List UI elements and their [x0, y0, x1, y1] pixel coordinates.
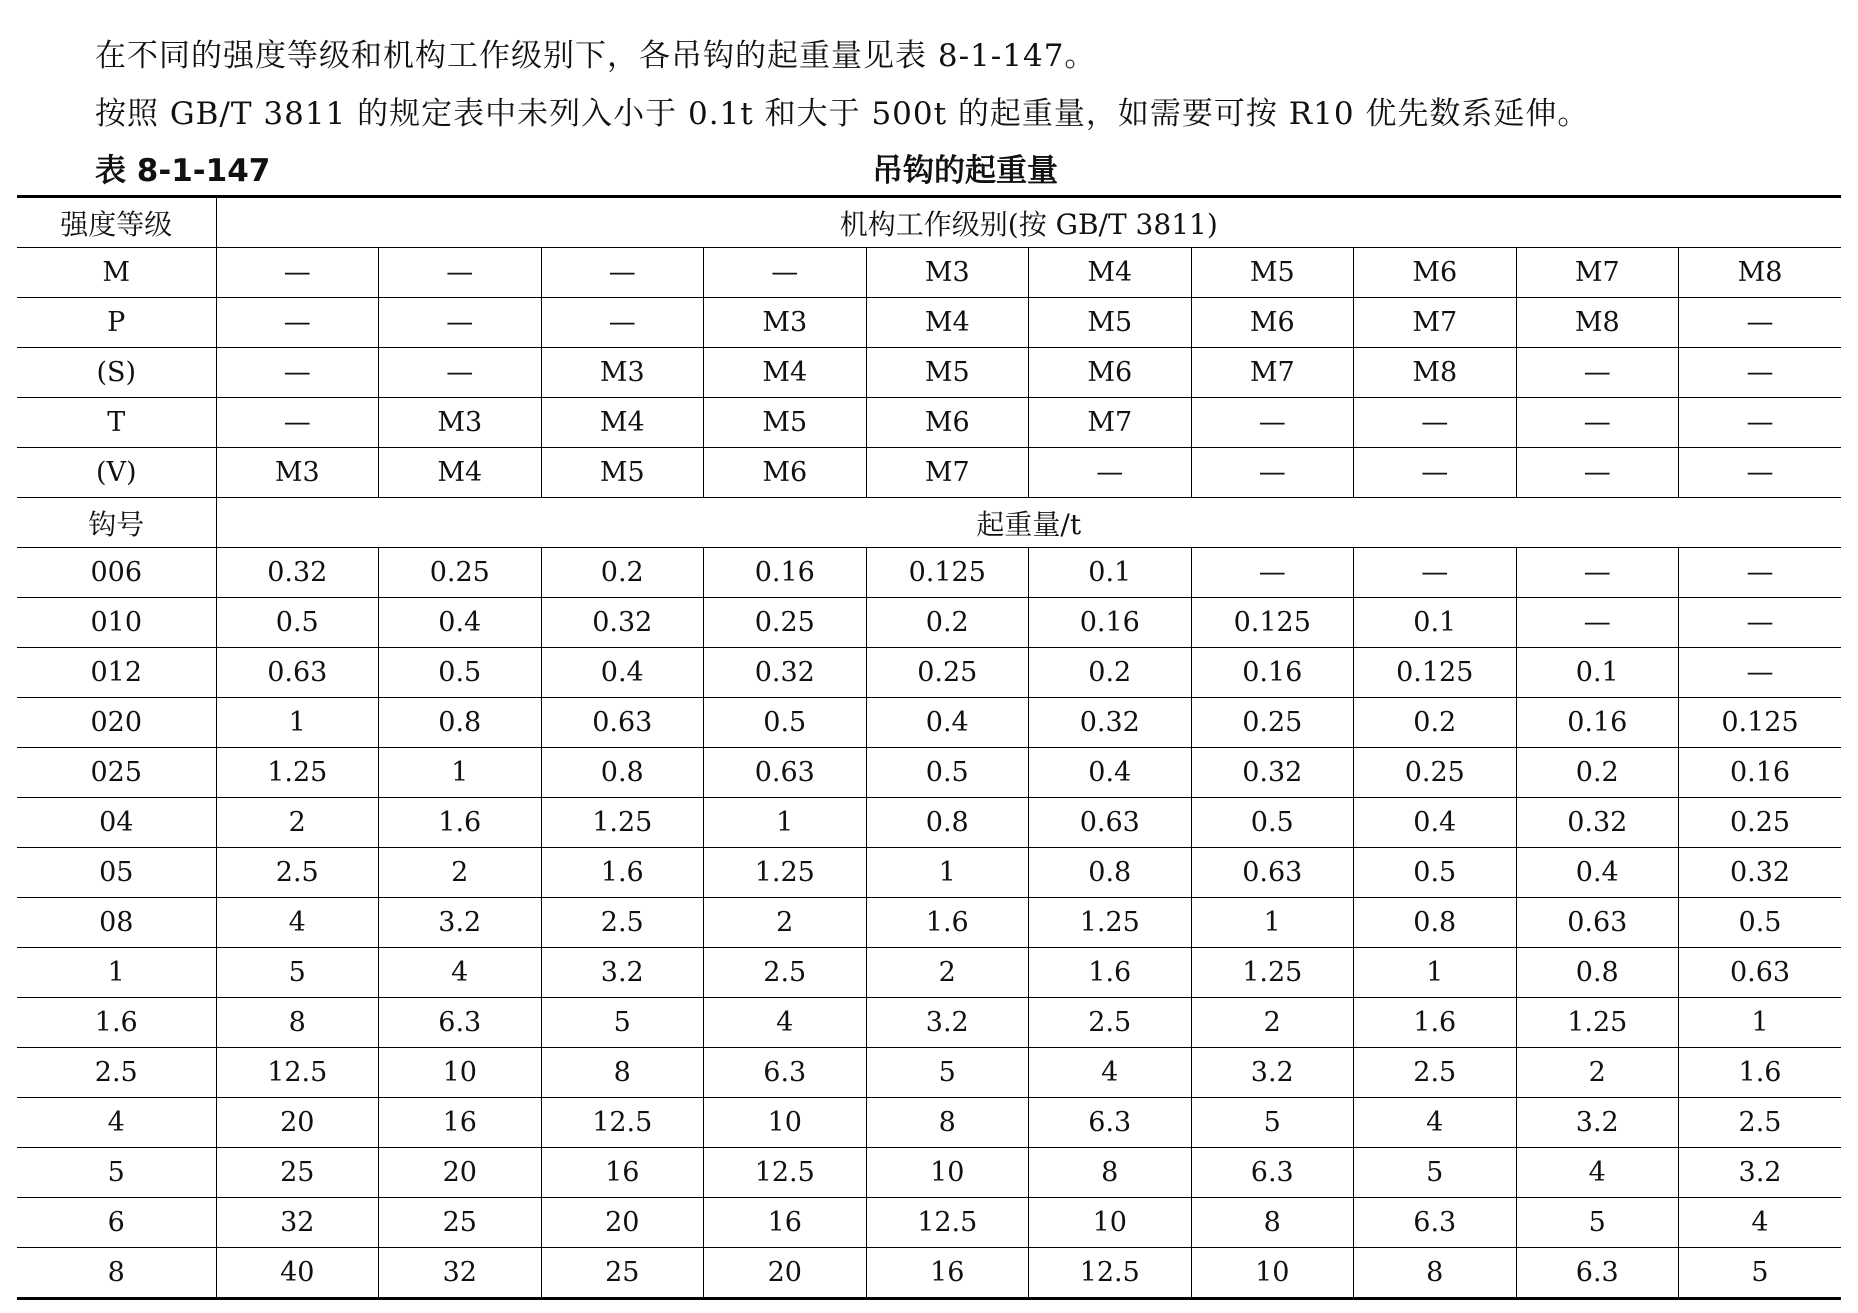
- mechanism-class-cell: M6: [866, 398, 1029, 448]
- mechanism-class-cell: —: [379, 248, 542, 298]
- capacity-cell: 2: [216, 798, 379, 848]
- mechanism-class-cell: M4: [541, 398, 704, 448]
- capacity-cell: 5: [1679, 1248, 1842, 1299]
- capacity-cell: 0.5: [379, 648, 542, 698]
- capacity-cell: 0.32: [216, 548, 379, 598]
- capacity-cell: 3.2: [379, 898, 542, 948]
- table-caption: [95, 145, 1835, 189]
- capacity-cell: 6.3: [1191, 1148, 1354, 1198]
- capacity-cell: 10: [1191, 1248, 1354, 1299]
- grade-row: [17, 398, 1841, 448]
- capacity-cell: 0.125: [1354, 648, 1517, 698]
- capacity-cell: 0.125: [1191, 598, 1354, 648]
- capacity-cell: 0.5: [704, 698, 867, 748]
- capacity-cell: 16: [541, 1148, 704, 1198]
- capacity-cell: 2: [1516, 1048, 1679, 1098]
- capacity-cell: 8: [1191, 1198, 1354, 1248]
- mechanism-class-cell: M8: [1354, 348, 1517, 398]
- capacity-cell: 3.2: [1679, 1148, 1842, 1198]
- capacity-cell: 3.2: [1191, 1048, 1354, 1098]
- mechanism-class-cell: —: [1354, 398, 1517, 448]
- capacity-cell: 0.2: [1029, 648, 1192, 698]
- capacity-cell: 2: [704, 898, 867, 948]
- mechanism-class-cell: M8: [1516, 298, 1679, 348]
- capacity-cell: 6.3: [1516, 1248, 1679, 1299]
- mechanism-class-cell: —: [1516, 398, 1679, 448]
- capacity-cell: 0.5: [866, 748, 1029, 798]
- capacity-cell: 20: [379, 1148, 542, 1198]
- capacity-row-label: 025: [17, 748, 216, 798]
- capacity-cell: 0.1: [1029, 548, 1192, 598]
- mechanism-class-cell: M4: [1029, 248, 1192, 298]
- capacity-cell: 0.25: [1354, 748, 1517, 798]
- capacity-cell: 1.25: [1191, 948, 1354, 998]
- capacity-cell: 16: [704, 1198, 867, 1248]
- capacity-cell: 32: [379, 1248, 542, 1299]
- capacity-cell: 1: [704, 798, 867, 848]
- mechanism-class-cell: —: [1679, 348, 1842, 398]
- capacity-cell: 0.4: [1029, 748, 1192, 798]
- capacity-cell: 1: [379, 748, 542, 798]
- capacity-cell: 5: [1191, 1098, 1354, 1148]
- mechanism-class-header: 机构工作级别(按 GB/T 3811): [216, 197, 1841, 248]
- mechanism-class-cell: M5: [704, 398, 867, 448]
- grade-row: [17, 348, 1841, 398]
- capacity-cell: 5: [541, 998, 704, 1048]
- capacity-cell: 0.4: [541, 648, 704, 698]
- capacity-cell: 1.25: [704, 848, 867, 898]
- mechanism-class-cell: M4: [379, 448, 542, 498]
- intro-paragraph-1: 在不同的强度等级和机构工作级别下，各吊钩的起重量见表 8-1-147。: [95, 38, 1097, 74]
- mechanism-class-cell: M4: [866, 298, 1029, 348]
- capacity-row: [17, 998, 1841, 1048]
- capacity-cell: 0.63: [216, 648, 379, 698]
- capacity-header: 起重量/t: [216, 498, 1841, 548]
- capacity-row: [17, 898, 1841, 948]
- capacity-row: [17, 848, 1841, 898]
- table-title: 吊钩的起重量: [872, 153, 1058, 189]
- capacity-cell: —: [1516, 548, 1679, 598]
- capacity-row-label: 04: [17, 798, 216, 848]
- mechanism-class-cell: M5: [866, 348, 1029, 398]
- capacity-cell: 0.5: [1191, 798, 1354, 848]
- grade-row-label: T: [17, 398, 216, 448]
- hook-number-header: 钩号: [17, 498, 216, 548]
- grade-row: [17, 248, 1841, 298]
- capacity-cell: 0.125: [1679, 698, 1842, 748]
- capacity-cell: 20: [541, 1198, 704, 1248]
- mechanism-class-cell: M5: [541, 448, 704, 498]
- capacity-cell: 1: [1679, 998, 1842, 1048]
- capacity-cell: 0.63: [1679, 948, 1842, 998]
- capacity-cell: 4: [216, 898, 379, 948]
- capacity-cell: 1: [866, 848, 1029, 898]
- capacity-cell: 2: [866, 948, 1029, 998]
- capacity-cell: 2.5: [1679, 1098, 1842, 1148]
- capacity-cell: 25: [379, 1198, 542, 1248]
- grade-row-label: (S): [17, 348, 216, 398]
- capacity-cell: 1.25: [541, 798, 704, 848]
- grade-row-label: P: [17, 298, 216, 348]
- capacity-cell: 1.6: [1354, 998, 1517, 1048]
- capacity-cell: 32: [216, 1198, 379, 1248]
- capacity-cell: 1.6: [379, 798, 542, 848]
- grade-row-label: (V): [17, 448, 216, 498]
- mechanism-class-cell: —: [1191, 398, 1354, 448]
- capacity-cell: 3.2: [866, 998, 1029, 1048]
- capacity-cell: 0.2: [866, 598, 1029, 648]
- grade-row: [17, 298, 1841, 348]
- hook-capacity-table: [17, 195, 1841, 1300]
- mechanism-class-cell: M6: [1029, 348, 1192, 398]
- capacity-cell: 16: [866, 1248, 1029, 1299]
- capacity-row: [17, 1048, 1841, 1098]
- capacity-row-label: 5: [17, 1148, 216, 1198]
- capacity-cell: 0.2: [1354, 698, 1517, 748]
- capacity-cell: 0.4: [1354, 798, 1517, 848]
- capacity-cell: 6.3: [379, 998, 542, 1048]
- capacity-cell: 4: [1029, 1048, 1192, 1098]
- capacity-cell: 25: [541, 1248, 704, 1299]
- table-number: 表 8-1-147: [95, 153, 271, 189]
- mechanism-class-cell: —: [1679, 298, 1842, 348]
- capacity-cell: 0.8: [1354, 898, 1517, 948]
- capacity-row-label: 4: [17, 1098, 216, 1148]
- capacity-cell: 0.2: [1516, 748, 1679, 798]
- capacity-cell: 0.32: [541, 598, 704, 648]
- mechanism-class-cell: —: [379, 298, 542, 348]
- capacity-cell: 0.1: [1516, 648, 1679, 698]
- capacity-cell: 0.32: [1191, 748, 1354, 798]
- capacity-cell: 0.5: [216, 598, 379, 648]
- mechanism-class-cell: —: [216, 398, 379, 448]
- mechanism-class-cell: —: [1029, 448, 1192, 498]
- capacity-row: [17, 1098, 1841, 1148]
- capacity-cell: 0.63: [1029, 798, 1192, 848]
- capacity-row: [17, 1198, 1841, 1248]
- capacity-cell: 1.6: [541, 848, 704, 898]
- capacity-cell: 0.16: [1679, 748, 1842, 798]
- capacity-cell: 2.5: [1354, 1048, 1517, 1098]
- capacity-cell: 20: [216, 1098, 379, 1148]
- capacity-row-label: 2.5: [17, 1048, 216, 1098]
- capacity-row-label: 020: [17, 698, 216, 748]
- mechanism-class-cell: M6: [704, 448, 867, 498]
- capacity-cell: 0.16: [1516, 698, 1679, 748]
- grade-row: [17, 448, 1841, 498]
- intro-paragraph-2: 按照 GB/T 3811 的规定表中未列入小于 0.1t 和大于 500t 的起重量，如需要可按 R10 优先数系延伸。: [95, 96, 1590, 132]
- table-body: [17, 197, 1841, 1299]
- capacity-row: [17, 648, 1841, 698]
- capacity-cell: —: [1679, 598, 1842, 648]
- capacity-cell: 6.3: [1354, 1198, 1517, 1248]
- capacity-cell: 1.6: [866, 898, 1029, 948]
- capacity-cell: 8: [1354, 1248, 1517, 1299]
- capacity-cell: 4: [1354, 1098, 1517, 1148]
- capacity-header-row: [17, 498, 1841, 548]
- capacity-cell: —: [1679, 548, 1842, 598]
- capacity-cell: 0.8: [1029, 848, 1192, 898]
- capacity-cell: 5: [216, 948, 379, 998]
- capacity-cell: 0.8: [1516, 948, 1679, 998]
- mechanism-class-cell: —: [216, 298, 379, 348]
- capacity-cell: 8: [541, 1048, 704, 1098]
- mechanism-class-cell: M6: [1354, 248, 1517, 298]
- mechanism-class-cell: M7: [1516, 248, 1679, 298]
- capacity-row: [17, 748, 1841, 798]
- capacity-cell: 12.5: [1029, 1248, 1192, 1299]
- capacity-cell: 0.32: [1679, 848, 1842, 898]
- mechanism-class-cell: —: [1191, 448, 1354, 498]
- capacity-row-label: 05: [17, 848, 216, 898]
- capacity-cell: 3.2: [1516, 1098, 1679, 1148]
- capacity-cell: 8: [216, 998, 379, 1048]
- capacity-row: [17, 948, 1841, 998]
- mechanism-class-cell: —: [216, 348, 379, 398]
- capacity-cell: 1.6: [1029, 948, 1192, 998]
- mechanism-class-cell: M5: [1029, 298, 1192, 348]
- capacity-cell: 0.5: [1354, 848, 1517, 898]
- grade-row-label: M: [17, 248, 216, 298]
- capacity-row-label: 006: [17, 548, 216, 598]
- capacity-cell: 0.1: [1354, 598, 1517, 648]
- capacity-cell: 0.63: [1191, 848, 1354, 898]
- mechanism-class-cell: M7: [866, 448, 1029, 498]
- capacity-cell: 12.5: [866, 1198, 1029, 1248]
- capacity-cell: 1.25: [1516, 998, 1679, 1048]
- capacity-cell: 40: [216, 1248, 379, 1299]
- capacity-cell: 1.25: [1029, 898, 1192, 948]
- capacity-cell: 10: [704, 1098, 867, 1148]
- mechanism-class-cell: M4: [704, 348, 867, 398]
- mechanism-class-cell: —: [216, 248, 379, 298]
- capacity-cell: 16: [379, 1098, 542, 1148]
- mechanism-class-cell: —: [704, 248, 867, 298]
- capacity-cell: 0.8: [866, 798, 1029, 848]
- mechanism-class-cell: M7: [1191, 348, 1354, 398]
- capacity-cell: 1.25: [216, 748, 379, 798]
- capacity-cell: 0.8: [379, 698, 542, 748]
- mechanism-class-cell: —: [1679, 448, 1842, 498]
- mechanism-class-cell: M3: [379, 398, 542, 448]
- strength-grade-header: 强度等级: [17, 197, 216, 248]
- capacity-cell: 12.5: [216, 1048, 379, 1098]
- capacity-cell: 2: [1191, 998, 1354, 1048]
- capacity-cell: 2.5: [216, 848, 379, 898]
- mechanism-header-row: [17, 197, 1841, 248]
- mechanism-class-cell: M6: [1191, 298, 1354, 348]
- capacity-cell: 4: [379, 948, 542, 998]
- mechanism-class-cell: M3: [541, 348, 704, 398]
- capacity-cell: 2.5: [1029, 998, 1192, 1048]
- capacity-cell: —: [1679, 648, 1842, 698]
- capacity-cell: —: [1516, 598, 1679, 648]
- capacity-cell: 0.32: [1516, 798, 1679, 848]
- capacity-row: [17, 1248, 1841, 1299]
- capacity-row: [17, 548, 1841, 598]
- mechanism-class-cell: —: [1679, 398, 1842, 448]
- capacity-row: [17, 798, 1841, 848]
- capacity-row-label: 012: [17, 648, 216, 698]
- mechanism-class-cell: M3: [704, 298, 867, 348]
- capacity-cell: 0.32: [704, 648, 867, 698]
- capacity-cell: 2.5: [704, 948, 867, 998]
- mechanism-class-cell: M3: [216, 448, 379, 498]
- capacity-cell: 6.3: [1029, 1098, 1192, 1148]
- capacity-cell: 8: [866, 1098, 1029, 1148]
- mechanism-class-cell: M5: [1191, 248, 1354, 298]
- capacity-cell: 1: [1354, 948, 1517, 998]
- capacity-cell: 0.63: [704, 748, 867, 798]
- capacity-cell: 25: [216, 1148, 379, 1198]
- mechanism-class-cell: M7: [1029, 398, 1192, 448]
- capacity-cell: 0.4: [379, 598, 542, 648]
- capacity-cell: 0.125: [866, 548, 1029, 598]
- capacity-cell: 0.63: [1516, 898, 1679, 948]
- capacity-cell: 4: [1516, 1148, 1679, 1198]
- capacity-cell: 10: [379, 1048, 542, 1098]
- mechanism-class-cell: M3: [866, 248, 1029, 298]
- capacity-row: [17, 1148, 1841, 1198]
- capacity-cell: 0.16: [1029, 598, 1192, 648]
- capacity-row-label: 010: [17, 598, 216, 648]
- capacity-cell: 12.5: [541, 1098, 704, 1148]
- capacity-cell: 8: [1029, 1148, 1192, 1198]
- capacity-cell: 0.8: [541, 748, 704, 798]
- mechanism-class-cell: —: [541, 248, 704, 298]
- capacity-row-label: 08: [17, 898, 216, 948]
- capacity-cell: 0.16: [704, 548, 867, 598]
- capacity-cell: 0.25: [866, 648, 1029, 698]
- capacity-cell: 0.63: [541, 698, 704, 748]
- capacity-row-label: 1: [17, 948, 216, 998]
- capacity-cell: 10: [866, 1148, 1029, 1198]
- mechanism-class-cell: —: [379, 348, 542, 398]
- mechanism-class-cell: —: [1516, 348, 1679, 398]
- capacity-cell: 12.5: [704, 1148, 867, 1198]
- capacity-cell: —: [1354, 548, 1517, 598]
- capacity-cell: 2: [379, 848, 542, 898]
- capacity-cell: 3.2: [541, 948, 704, 998]
- capacity-cell: 0.5: [1679, 898, 1842, 948]
- capacity-cell: 0.25: [379, 548, 542, 598]
- capacity-cell: 0.25: [704, 598, 867, 648]
- capacity-cell: 4: [1679, 1198, 1842, 1248]
- capacity-cell: 2.5: [541, 898, 704, 948]
- mechanism-class-cell: M8: [1679, 248, 1842, 298]
- capacity-row-label: 8: [17, 1248, 216, 1299]
- capacity-cell: 6.3: [704, 1048, 867, 1098]
- capacity-row-label: 1.6: [17, 998, 216, 1048]
- capacity-cell: 5: [1516, 1198, 1679, 1248]
- capacity-row: [17, 698, 1841, 748]
- capacity-cell: 10: [1029, 1198, 1192, 1248]
- capacity-cell: 0.4: [866, 698, 1029, 748]
- capacity-row-label: 6: [17, 1198, 216, 1248]
- capacity-cell: 0.25: [1679, 798, 1842, 848]
- capacity-cell: —: [1191, 548, 1354, 598]
- capacity-cell: 0.32: [1029, 698, 1192, 748]
- mechanism-class-cell: M7: [1354, 298, 1517, 348]
- capacity-cell: 1: [1191, 898, 1354, 948]
- capacity-cell: 0.25: [1191, 698, 1354, 748]
- capacity-cell: 1.6: [1679, 1048, 1842, 1098]
- capacity-cell: 1: [216, 698, 379, 748]
- capacity-row: [17, 598, 1841, 648]
- capacity-cell: 0.2: [541, 548, 704, 598]
- mechanism-class-cell: —: [541, 298, 704, 348]
- capacity-cell: 5: [1354, 1148, 1517, 1198]
- capacity-cell: 20: [704, 1248, 867, 1299]
- capacity-cell: 0.4: [1516, 848, 1679, 898]
- capacity-cell: 0.16: [1191, 648, 1354, 698]
- mechanism-class-cell: —: [1354, 448, 1517, 498]
- capacity-cell: 4: [704, 998, 867, 1048]
- capacity-cell: 5: [866, 1048, 1029, 1098]
- mechanism-class-cell: —: [1516, 448, 1679, 498]
